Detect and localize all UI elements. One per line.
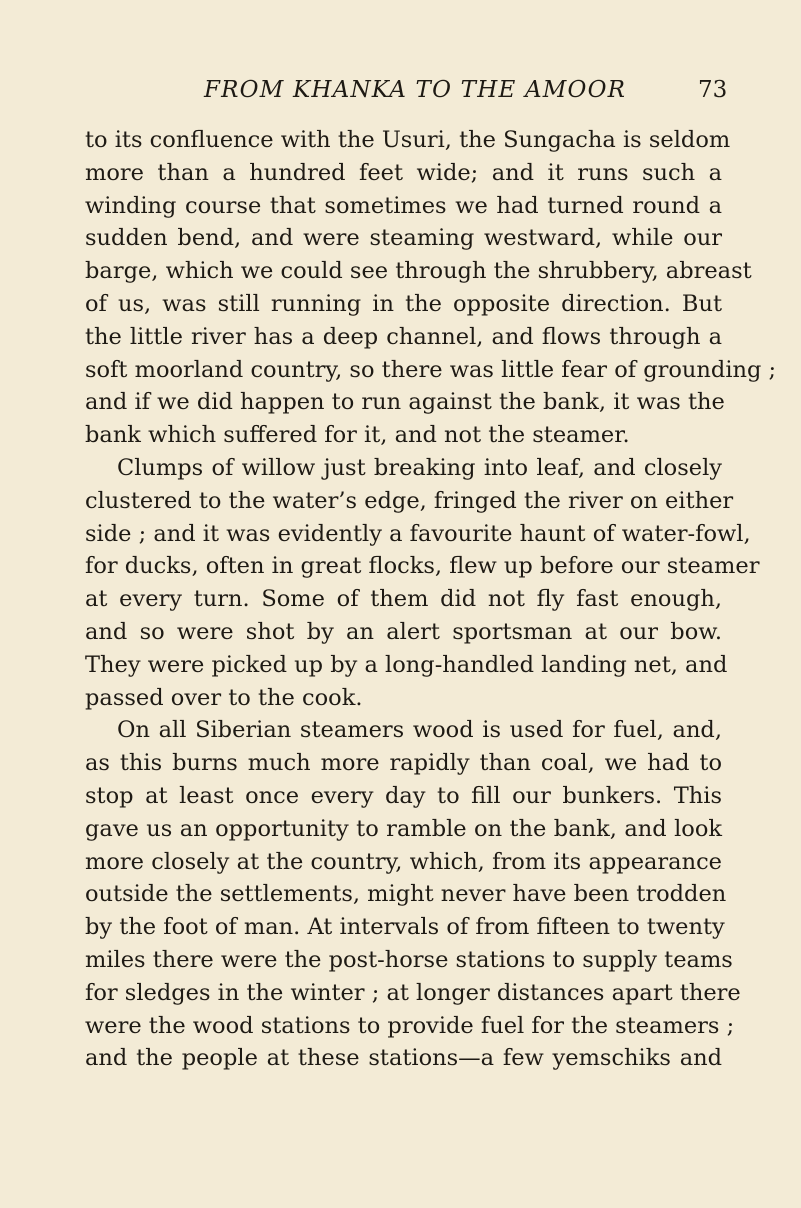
- text-line: They were picked up by a long-handled landing net, and: [85, 651, 728, 678]
- text-line: side ; and it was evidently a favourite haunt of water-fowl,: [85, 520, 751, 547]
- text-line: passed over to the cook.: [85, 684, 363, 711]
- text-line: stop at least once every day to fill our bunkers. This: [85, 782, 722, 809]
- text-line: were the wood stations to provide fuel for the steamers ;: [85, 1012, 735, 1039]
- text-line: winding course that sometimes we had turned round a: [85, 192, 722, 219]
- text-line: to its confluence with the Usuri, the Sungacha is seldom: [85, 127, 731, 153]
- text-line: at every turn. Some of them did not fly fast enough,: [85, 586, 722, 613]
- text-line: for ducks, often in great flocks, flew up before our steamer: [85, 553, 760, 580]
- text-line: of us, was still running in the opposite direction. But: [85, 290, 722, 317]
- text-line: the little river has a deep channel, and flows through a: [85, 323, 722, 350]
- text-line: sudden bend, and were steaming westward, while our: [85, 225, 722, 252]
- page-number: 73: [698, 77, 728, 103]
- text-line: and so were shot by an alert sportsman at our bow.: [85, 618, 722, 645]
- text-line: gave us an opportunity to ramble on the bank, and look: [85, 815, 722, 842]
- text-line: and if we did happen to run against the bank, it was the: [85, 389, 725, 416]
- body-text: [85, 124, 777, 1075]
- text-line: more than a hundred feet wide; and it runs such a: [85, 159, 722, 186]
- text-line: miles there were the post-horse stations to supply teams: [85, 946, 733, 973]
- text-line: soft moorland country, so there was little fear of grounding ;: [85, 356, 777, 383]
- text-line: bank which suffered for it, and not the steamer.: [85, 422, 630, 449]
- text-line: and the people at these stations—a few yemschiks and: [85, 1045, 722, 1072]
- text-line: as this burns much more rapidly than coal, we had to: [85, 750, 722, 777]
- text-line: On all Siberian steamers wood is used for fuel, and,: [117, 717, 722, 744]
- text-line: more closely at the country, which, from its appearance: [85, 848, 722, 875]
- text-line: Clumps of willow just breaking into leaf, and closely: [117, 454, 722, 481]
- text-line: clustered to the water’s edge, fringed the river on either: [85, 487, 734, 514]
- running-title: FROM KHANKA TO THE AMOOR: [204, 77, 627, 103]
- text-line: barge, which we could see through the shrubbery, abreast: [85, 258, 752, 285]
- page-header: [0, 76, 801, 112]
- text-line: for sledges in the winter ; at longer distances apart there: [85, 979, 741, 1006]
- text-line: by the foot of man. At intervals of from fifteen to twenty: [85, 914, 725, 941]
- text-line: outside the settlements, might never have been trodden: [85, 881, 727, 908]
